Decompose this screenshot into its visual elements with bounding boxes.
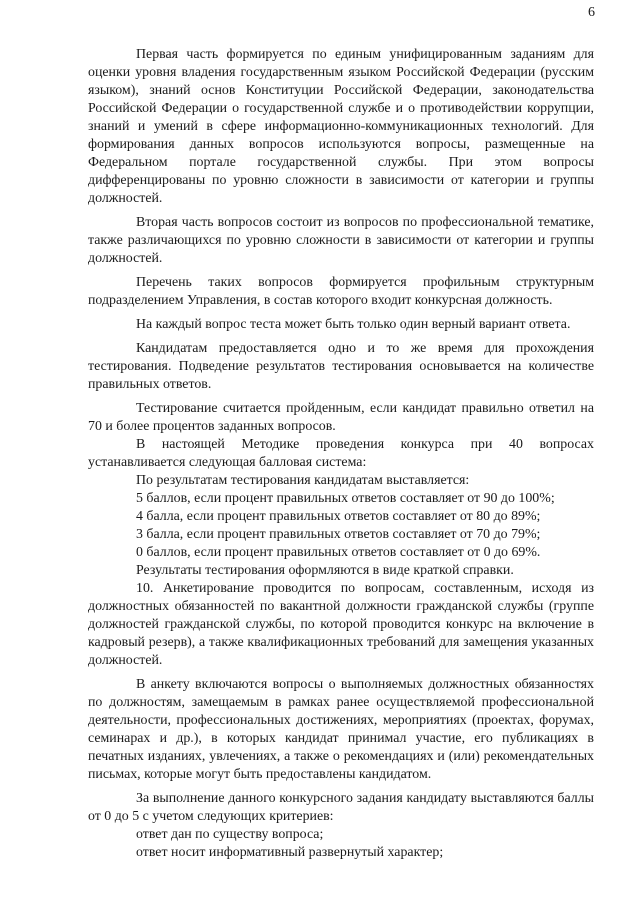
paragraph-questionnaire: В анкету включаются вопросы о выполняемых должностных обязанностях по должностям, замещаемым в рамках ранее осуществляемой профессиональной деятельности, профессиональных достижениях, мероприятиях (проектах, форумах, семинарах и др.), в которых кандидат принимал участие, его публикациях в печатных изданиях, увлечениях, а также о рекомендациях и (или) рекомендательных письмах, которые могут быть предоставлены кандидатом.: [88, 677, 594, 782]
page-number: 6: [588, 5, 595, 20]
document-body: [88, 46, 594, 862]
paragraph-single-answer: На каждый вопрос теста может быть только один верный вариант ответа.: [136, 317, 571, 332]
paragraph-second-part: Вторая часть вопросов состоит из вопросов по профессиональной тематике, также различающихся по уровню сложности в зависимости от категории и группы должностей.: [88, 215, 594, 266]
paragraph-criteria-intro: За выполнение данного конкурсного задания кандидату выставляются баллы от 0 до 5 с учетом следующих критериев:: [88, 791, 594, 824]
score-item-5: 5 баллов, если процент правильных ответов составляет от 90 до 100%;: [136, 491, 555, 506]
criterion-essence: ответ дан по существу вопроса;: [136, 827, 324, 842]
score-item-3: 3 балла, если процент правильных ответов составляет от 70 до 79%;: [136, 527, 541, 542]
paragraph-passed: Тестирование считается пройденным, если кандидат правильно ответил на 70 и более процентов заданных вопросов.: [88, 401, 594, 434]
paragraph-section-10: 10. Анкетирование проводится по вопросам, составленным, исходя из должностных обязанностей по вакантной должности гражданской службы (группе должностей гражданской службы, по которой проводится конкурс на включение в кадровый резерв), а также квалификационных требований для замещения указанных должностей.: [88, 581, 594, 668]
paragraph-time: Кандидатам предоставляется одно и то же время для прохождения тестирования. Подведение результатов тестирования основывается на количестве правильных ответов.: [88, 341, 594, 392]
paragraph-results: Результаты тестирования оформляются в виде краткой справки.: [136, 563, 514, 578]
paragraph-score-system: В настоящей Методике проведения конкурса при 40 вопросах устанавливается следующая балловая система:: [88, 437, 594, 470]
criterion-informative: ответ носит информативный развернутый характер;: [136, 845, 444, 860]
paragraph-first-part: Первая часть формируется по единым унифицированным заданиям для оценки уровня владения государственным языком Российской Федерации (русским языком), знаний основ Конституции Российской Федерации, законодательства Российской Федерации о государственной службе и о противодействии коррупции, знаний и умений в сфере информационно-коммуникационных технологий. Для формирования данных вопросов используются вопросы, размещенные на Федеральном портале государственной службы. При этом вопросы дифференцированы по уровню сложности в зависимости от категории и группы должностей.: [88, 47, 594, 206]
paragraph-question-list: Перечень таких вопросов формируется профильным структурным подразделением Управления, в состав которого входит конкурсная должность.: [88, 275, 594, 308]
score-item-0: 0 баллов, если процент правильных ответов составляет от 0 до 69%.: [136, 545, 541, 560]
paragraph-score-intro: По результатам тестирования кандидатам выставляется:: [136, 473, 470, 488]
score-item-4: 4 балла, если процент правильных ответов составляет от 80 до 89%;: [136, 509, 541, 524]
